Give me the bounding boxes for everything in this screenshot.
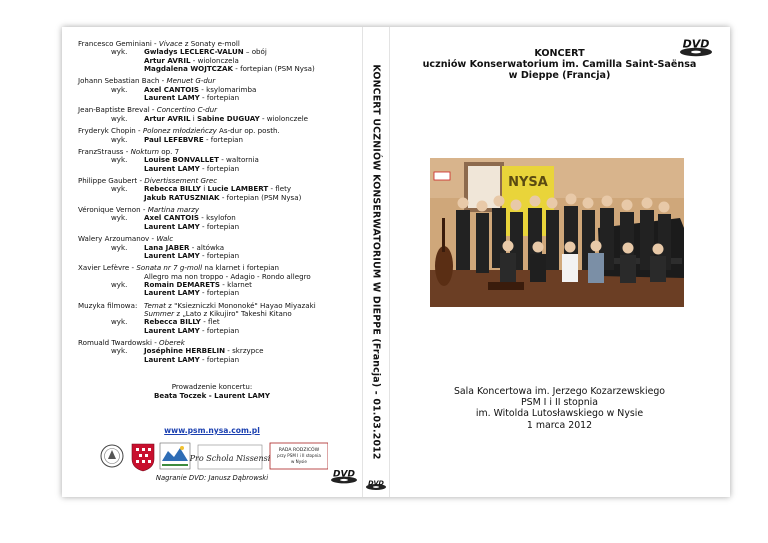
- program-item: Muzyka filmowa: Temat z "Ksiezniczki Mononoké" Hayao Miyazaki Summer z „Lato z Kikujiro" Takeshi Kitano wyk. Rebecca BILLY - flet Laurent LAMY - fortepian: [78, 300, 316, 335]
- pro-schola-logo: [189, 445, 271, 469]
- program-item: Walery Arzoumanov - Walc wyk. Lana JABER - altówka Laurent LAMY - fortepian: [78, 234, 240, 260]
- recording-credit: Nagranie DVD: Janusz Dąbrowski: [155, 474, 269, 482]
- nysa-coat-of-arms-logo: [132, 444, 154, 471]
- program-item: Xavier Lefèvre - Sonata nr 7 g-moll na klarnet i fortepian Allegro ma non troppo - Adagio - Rondo allegro wyk. Romain DEMARETS - klarnet Laurent LAMY - fortepian: [78, 263, 311, 298]
- host-label: Prowadzenie koncertu:: [171, 382, 253, 391]
- spine: [362, 27, 390, 497]
- website-link[interactable]: www.psm.nysa.com.pl: [164, 426, 260, 435]
- group-photo: [430, 158, 684, 307]
- svg-text:RADA RODZICÓW: RADA RODZICÓW: [278, 448, 320, 453]
- concert-title: KONCERT uczniów Konserwatorium im. Camilla Saint-Saënsa w Dieppe (Francja): [422, 48, 697, 82]
- program-item: Philippe Gaubert - Divertissement Grec wyk. Rebecca BILLY i Lucie LAMBERT - flety Jakub RATUSZNIAK - fortepian (PSM Nysa): [78, 176, 302, 202]
- concert-host: [62, 383, 362, 400]
- program-item: Jean-Baptiste Breval - Concertino C-dur wyk. Artur AVRIL i Sabine DUGUAY - wiolonczele: [78, 105, 309, 123]
- program-item: Fryderyk Chopin - Polonez młodzieńczy As-dur op. posth. wyk. Paul LEFEBVRE - fortepian: [78, 126, 280, 144]
- host-names: Beata Toczek - Laurent LAMY: [154, 390, 270, 400]
- svg-text:DVD: DVD: [368, 479, 384, 487]
- parents-council-logo: [270, 443, 328, 469]
- logos-svg: [98, 439, 328, 473]
- svg-text:przy PSM I i II stopnia: przy PSM I i II stopnia: [277, 453, 321, 458]
- svg-text:NYSA: NYSA: [508, 175, 548, 190]
- dvd-logo-icon: [330, 467, 358, 485]
- svg-text:Pro Schola Nissensi: Pro Schola Nissensi: [189, 454, 271, 463]
- school-seal-logo: [101, 445, 123, 467]
- dvd-cover: [62, 27, 730, 497]
- program-item: Johann Sebastian Bach - Menuet G-dur wyk. Axel CANTOIS - ksylomarimba Laurent LAMY - fortepian: [78, 76, 257, 102]
- sponsor-logos: [98, 439, 328, 473]
- svg-text:DVD: DVD: [682, 37, 710, 51]
- program-item: Francesco Geminiani - Vivace z Sonaty e-moll wyk. Gwladys LECLERC-VALUN – obój Artur AVRIL - wiolonczela Magdalena WOJTCZAK - fortepian (PSM Nysa): [78, 39, 315, 73]
- svg-text:DVD: DVD: [333, 469, 355, 480]
- district-logo: [160, 443, 190, 469]
- concert-venue: Sala Koncertowa im. Jerzego Kozarzewskiego PSM I i II stopnia im. Witolda Lutosławskiego w Nysie 1 marca 2012: [453, 386, 666, 431]
- svg-text:w Nysie: w Nysie: [291, 459, 307, 464]
- program-item: Romuald Twardowski - Oberek wyk. Joséphine HERBELIN - skrzypce Laurent LAMY - fortepian: [78, 338, 264, 364]
- dvd-logo-icon: [365, 479, 387, 491]
- program-item: FranzStrauss - Nokturn op. 7 wyk. Louise BONVALLET - waltornia Laurent LAMY - fortepian: [78, 147, 259, 173]
- spine-title: KONCERT UCZNIÓW KONSERWATORIUM W DIEPPE (Francja) - 01.03.2012: [370, 64, 382, 460]
- front-cover: [389, 27, 730, 497]
- concert-program: [78, 40, 358, 368]
- back-cover: [62, 27, 362, 497]
- program-item: Véronique Vernon - Martina marzy wyk. Axel CANTOIS - ksylofon Laurent LAMY - fortepian: [78, 205, 240, 231]
